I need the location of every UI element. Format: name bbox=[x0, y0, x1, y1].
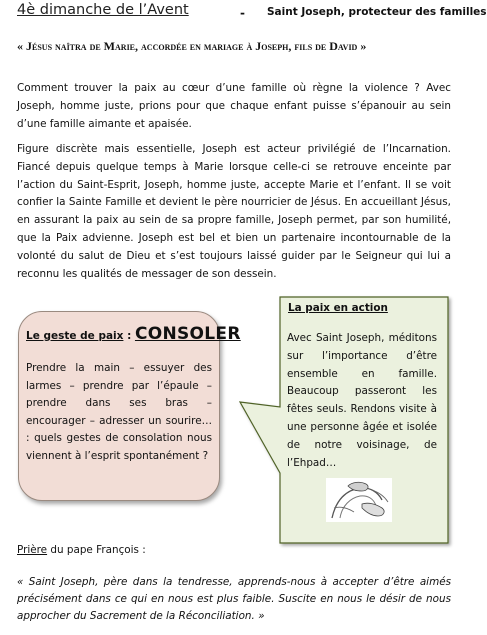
geste-de-paix-body: Prendre la main – essuyer des larmes – prendre par l’épaule – prendre dans ses bras – encourager – adresser un sourire… : quels gestes de consolation nous viennent à l’esprit spontanément ? bbox=[26, 362, 212, 462]
intro-paragraph: Comment trouver la paix au cœur d’une famille où règne la violence ? Avec Joseph, homme juste, prions pour que chaque enfant puisse s’épanouir au sein d’une famille aimante et apaisée. bbox=[17, 82, 451, 130]
prayer-quote: « Saint Joseph, père dans la tendresse, apprends-nous à accepter d’être aimés précisément dans ce qui en nous est plus faible. Suscite en nous le désir de nous approcher du Sacrement de la Réconciliation. » bbox=[17, 576, 451, 623]
priere-heading: Prière du pape François : bbox=[17, 544, 146, 556]
elderly-hands-sketch-image bbox=[326, 478, 392, 522]
header-left-title: 4è dimanche de l’Avent bbox=[17, 2, 189, 18]
header-dash: - bbox=[240, 6, 245, 20]
consoler-word: CONSOLER bbox=[134, 324, 241, 344]
paix-en-action-body: Avec Saint Joseph, méditons sur l’importance d’être ensemble en famille. Beaucoup passeront les fêtes seuls. Rendons visite à une personne âgée et isolée de notre voisinage, de l’Ehpad… bbox=[287, 332, 437, 469]
joseph-paragraph: Figure discrète mais essentielle, Joseph est acteur privilégié de l’Incarnation. Fiancé depuis quelque temps à Marie lorsque celle-ci se retrouve enceinte par l’action du Saint-Esprit, Joseph, homme juste, accepte Marie et l’enfant. Il se voit confier la Sainte Famille et devient le père nourricier de Jésus. En accueillant Jésus, en assurant la paix au sein de sa propre famille, Joseph permet, par son humilité, que la Paix advienne. Joseph est bel et bien un partenaire incontournable de la volonté du salut de Dieu et s’est toujours laissé guider par le Seigneur qui lui a reconnu les qualités de messager de son dessein. bbox=[17, 143, 451, 280]
page-title: « Jésus naîtra de Marie, accordée en mariage à Joseph, fils de David » bbox=[17, 39, 367, 53]
geste-de-paix-title: Le geste de paix : CONSOLER bbox=[26, 324, 241, 344]
paix-en-action-title: La paix en action bbox=[288, 302, 388, 314]
header-right-title: Saint Joseph, protecteur des familles bbox=[267, 6, 487, 18]
